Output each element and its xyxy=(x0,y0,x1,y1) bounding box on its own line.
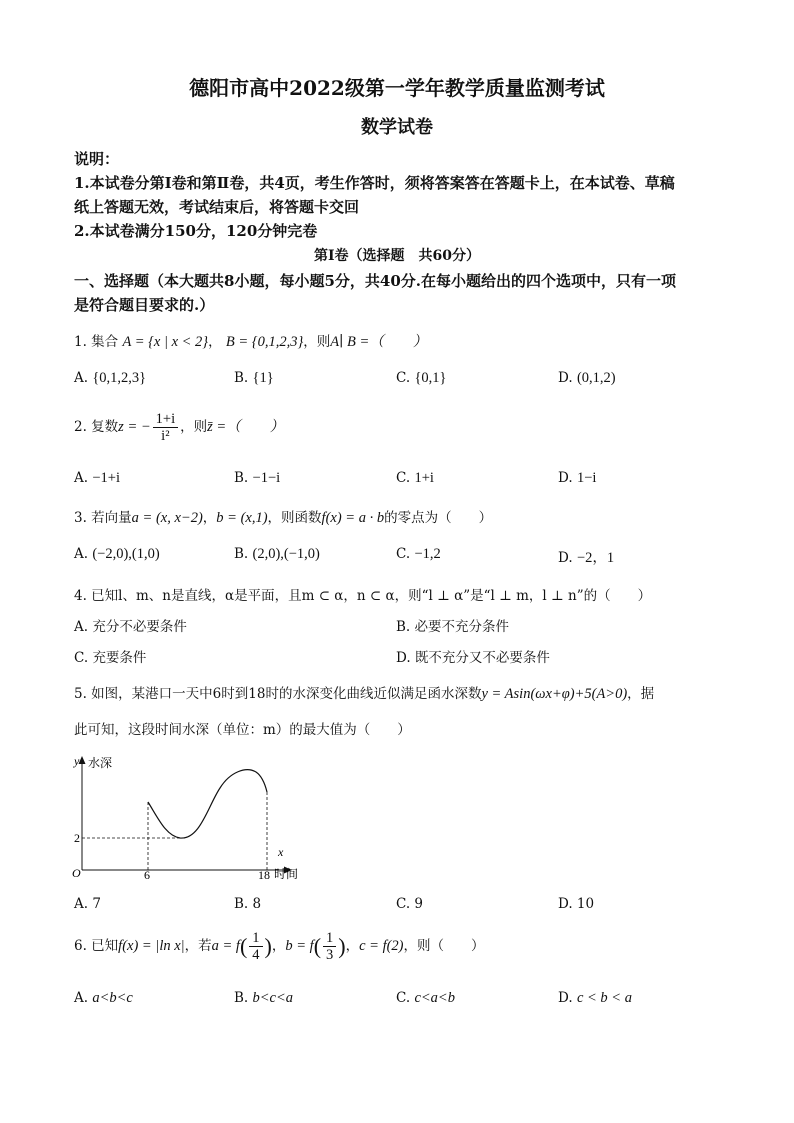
q1-option-d[interactable] xyxy=(558,370,616,387)
x-axis-label: x xyxy=(278,845,284,859)
q6-b-numerator: 1 xyxy=(323,930,336,947)
q2-fraction xyxy=(153,411,178,444)
left-paren: ( xyxy=(313,933,322,959)
q6-a-fraction xyxy=(249,930,262,963)
option-letter: B. xyxy=(234,370,249,386)
option-text: a<b<c xyxy=(92,990,133,1006)
option-letter: B. xyxy=(234,470,249,486)
option-letter: C. xyxy=(396,470,411,486)
option-text: (0,1,2) xyxy=(576,370,616,386)
q5-option-a[interactable]: A. 7 xyxy=(74,896,101,912)
option-letter: A. xyxy=(74,990,89,1006)
option-letter: A. xyxy=(74,370,89,386)
q4-option-b[interactable] xyxy=(396,615,509,635)
option-text: −1−i xyxy=(252,470,281,486)
q5-option-d[interactable]: D. 10 xyxy=(558,896,595,912)
question-2-stem xyxy=(74,411,284,444)
section-title: 第Ⅰ卷（选择题 共60分） xyxy=(313,248,481,264)
q1-suffix: ，则 xyxy=(303,334,331,350)
option-letter: A. xyxy=(74,619,89,635)
instructions-heading: 说明： xyxy=(74,150,120,168)
q6-mid: ，若 xyxy=(184,938,212,954)
instructions-line1a: 1.本试卷分第Ⅰ卷和第Ⅱ卷，共4页，考生作答时，须将答案答在答题卡上，在本试卷、草稿 xyxy=(74,174,675,192)
q2-suffix: ，则 xyxy=(180,419,208,435)
option-text: c < b < a xyxy=(576,990,632,1006)
q6-c: c = f(2) xyxy=(359,938,404,954)
option-text: 1−i xyxy=(576,470,597,486)
option-letter: D. xyxy=(558,470,573,486)
q2-option-a[interactable] xyxy=(74,470,120,487)
option-text: {0,1,2,3} xyxy=(92,370,147,386)
q5-formula: y = Asin(ωx+φ)+5(A>0) xyxy=(481,686,628,702)
option-letter: D. xyxy=(558,550,573,566)
origin-label: O xyxy=(72,866,81,880)
right-paren: ) xyxy=(264,933,272,959)
tick-label-6: 6 xyxy=(144,868,150,882)
q2-option-d[interactable] xyxy=(558,470,596,487)
q1-ask: A∣ B =（ ） xyxy=(330,334,428,350)
right-paren: ) xyxy=(338,933,346,959)
option-letter: C. xyxy=(396,546,411,562)
option-text: b<c<a xyxy=(252,990,294,1006)
q3-suffix: 的零点为（ ） xyxy=(384,510,493,526)
option-text: c<a<b xyxy=(414,990,455,1006)
q2-ask: z̄ =（ ） xyxy=(207,419,285,435)
option-text: (−2,0),(1,0) xyxy=(92,546,160,562)
option-letter: C. xyxy=(396,370,411,386)
option-text: 充分不必要条件 xyxy=(92,619,187,635)
q2-prefix: 2. 复数 xyxy=(74,419,119,435)
q4-option-d[interactable] xyxy=(396,646,550,666)
q6-suffix: ，则（ ） xyxy=(403,938,485,954)
q1-prefix: 1. 集合 xyxy=(74,334,119,350)
option-text: 必要不充分条件 xyxy=(414,619,510,635)
q5-option-c[interactable]: C. 9 xyxy=(396,896,424,912)
left-paren: ( xyxy=(239,933,248,959)
q6-option-c[interactable] xyxy=(396,990,455,1007)
q6-prefix: 6. 已知 xyxy=(74,938,119,954)
option-letter: D. xyxy=(558,370,573,386)
option-letter: A. xyxy=(74,546,89,562)
question-3-stem: 3. 若向量a = (x, x−2)，b = (x,1)，则函数f(x) = a · b的零点为（ ） xyxy=(74,510,493,526)
option-letter: B. xyxy=(234,990,249,1006)
option-text: {0,1} xyxy=(414,370,447,386)
instructions-line1b: 纸上答题无效，考试结束后，将答题卡交回 xyxy=(74,198,360,216)
option-letter: D. xyxy=(558,990,573,1006)
q3-option-d[interactable] xyxy=(558,546,614,567)
instructions-line2: 2.本试卷满分150分，120分钟完卷 xyxy=(74,222,318,240)
q6-a-numerator: 1 xyxy=(249,930,262,947)
option-text: −1,2 xyxy=(414,546,441,562)
exam-subtitle: 数学试卷 xyxy=(361,117,433,138)
question-4-stem: 4. 已知l、m、n是直线，α是平面，且m ⊂ α，n ⊂ α，则“l ⊥ α”是“l ⊥ m，l ⊥ n”的（ ） xyxy=(74,588,652,604)
q4-option-c[interactable] xyxy=(74,646,146,666)
q5-option-b[interactable]: B. 8 xyxy=(234,896,262,912)
q5-water-depth-figure xyxy=(70,750,310,882)
option-text: 充要条件 xyxy=(92,650,147,666)
question-5-stem-b: 此可知，这段时间水深（单位：m）的最大值为（ ） xyxy=(74,722,411,738)
option-text: {1} xyxy=(252,370,274,386)
option-letter: A. xyxy=(74,470,89,486)
q3-vector-a: a = (x, x−2) xyxy=(131,510,203,526)
q6-b-lhs: b = f xyxy=(285,938,314,954)
option-text: (2,0),(−1,0) xyxy=(252,546,320,562)
exam-title: 德阳市高中2022级第一学年教学质量监测考试 xyxy=(189,76,605,100)
y-axis-label: y xyxy=(74,754,80,768)
q6-function: f(x) = |ln x| xyxy=(118,938,185,954)
q3-function: f(x) = a · b xyxy=(321,510,385,526)
option-text: 1+i xyxy=(414,470,434,486)
q1-set-b: B = {0,1,2,3} xyxy=(225,334,304,350)
q5-stem-text: 5. 如图，某港口一天中6时到18时的水深变化曲线近似满足函水深数 xyxy=(74,686,482,702)
q6-b-denominator: 3 xyxy=(326,947,334,963)
q3-option-a[interactable] xyxy=(74,546,160,563)
q4-option-a[interactable] xyxy=(74,615,187,635)
question-1-stem: 1. 集合 A = {x | x < 2}， B = {0,1,2,3}，则A∣ B =（ ） xyxy=(74,334,428,350)
q3-option-b[interactable] xyxy=(234,546,320,563)
option-letter: C. xyxy=(74,650,89,666)
question-5-stem-a xyxy=(74,682,654,703)
q1-option-c[interactable] xyxy=(396,370,446,387)
tick-label-2: 2 xyxy=(74,831,80,845)
q2-option-b[interactable] xyxy=(234,470,280,487)
q3-prefix: 3. 若向量 xyxy=(74,510,132,526)
x-axis-word: 时间 xyxy=(274,867,299,881)
question-6-stem: 6. 已知f(x) = |ln x|，若a = f( $\frac{1}{4}$ )，b = f( $\frac{1}{3}$ )，c = f(2)，则（ ） xyxy=(74,930,485,963)
section-heading-a: 一、选择题（本大题共8小题，每小题5分，共40分.在每小题给出的四个选项中，只有一项 xyxy=(74,272,676,290)
q6-option-d[interactable] xyxy=(558,990,632,1007)
q5-stem-end: ，据 xyxy=(627,686,655,702)
q1-option-a[interactable] xyxy=(74,370,146,387)
q6-option-b[interactable] xyxy=(234,990,293,1007)
q2-denominator: i² xyxy=(161,428,170,444)
option-text: −1+i xyxy=(92,470,120,486)
q6-option-a[interactable] xyxy=(74,990,133,1007)
water-depth-curve xyxy=(148,770,267,838)
option-letter: C. xyxy=(396,990,411,1006)
q6-a-denominator: 4 xyxy=(252,947,260,963)
section-heading-b: 是符合题目要求的.） xyxy=(74,296,215,314)
option-text: 既不充分又不必要条件 xyxy=(414,650,550,666)
tick-label-18: 18 xyxy=(258,868,270,882)
q1-set-a: A = {x | x < 2} xyxy=(122,334,209,350)
q3-vector-b: b = (x,1) xyxy=(216,510,268,526)
y-axis-word: 水深 xyxy=(88,756,113,770)
q2-numerator: 1+i xyxy=(153,411,178,428)
option-letter: B. xyxy=(396,619,411,635)
q6-a-lhs: a = f xyxy=(211,938,240,954)
q2-option-c[interactable] xyxy=(396,470,434,487)
option-text: −2，1 xyxy=(576,550,615,566)
q3-option-c[interactable] xyxy=(396,546,441,563)
q2-z: z = − xyxy=(118,419,151,435)
q6-b-fraction xyxy=(323,930,336,963)
y-axis-arrow xyxy=(79,756,86,764)
q1-option-b[interactable] xyxy=(234,370,274,387)
option-letter: B. xyxy=(234,546,249,562)
q3-mid: ，则函数 xyxy=(267,510,322,526)
option-letter: D. xyxy=(396,650,411,666)
